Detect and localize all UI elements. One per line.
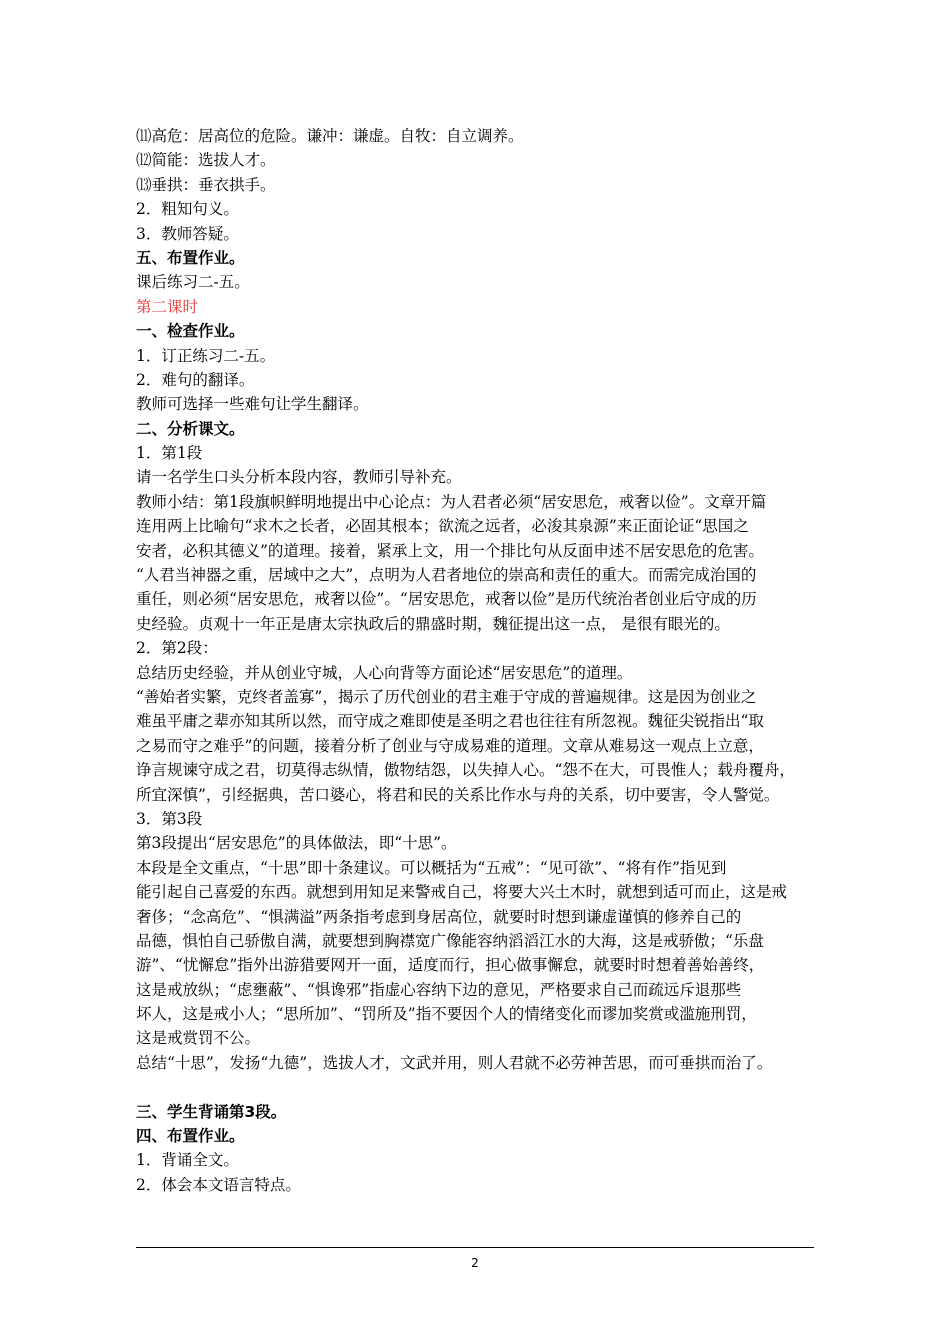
text-line: 请一名学生口头分析本段内容，教师引导补充。 <box>136 468 462 487</box>
text-line: 史经验。贞观十一年正是唐太宗执政后的鼎盛时期，魏征提出这一点， 是很有眼光的。 <box>136 614 730 633</box>
section-heading: 三、学生背诵第3段。 <box>136 1102 287 1121</box>
text-line: 3．第3段 <box>136 809 203 828</box>
text-line: 本段是全文重点，“十思”即十条建议。可以概括为“五戒”：“见可欲”、“将有作”指见到 <box>136 858 727 877</box>
text-line: 游”、“忧懈怠”指外出游猎要网开一面，适度而行，担心做事懈怠，就要时时想着善始善终， <box>136 956 765 975</box>
section-heading: 二、分析课文。 <box>136 419 245 438</box>
text-line: 这是戒放纵；“虑壅蔽”、“惧谗邪”指虚心容纳下边的意见，严格要求自己而疏远斥退那些 <box>136 980 742 999</box>
blank-line <box>136 1075 826 1099</box>
text-line: 2．难句的翻译。 <box>136 370 255 389</box>
text-line: 重任，则必须“居安思危，戒奢以俭”。“居安思危，戒奢以俭”是历代统治者创业后守成的历 <box>136 590 757 609</box>
text-line: 课后练习二-五。 <box>136 273 250 292</box>
section-heading: 四、布置作业。 <box>136 1127 245 1146</box>
text-line: 3．教师答疑。 <box>136 224 239 243</box>
text-line: 所宜深慎”，引经据典，苦口婆心，将君和民的关系比作水与舟的关系，切中要害，令人警觉。 <box>136 785 780 804</box>
text-line: ⑾高危：居高位的危险。谦冲：谦虚。自牧：自立调养。 <box>136 127 524 145</box>
text-line: 教师可选择一些难句让学生翻译。 <box>136 395 369 414</box>
footer-divider <box>136 1247 814 1248</box>
text-line: 总结历史经验，并从创业守城，人心向背等方面论述“居安思危”的道理。 <box>136 663 633 682</box>
text-line: 之易而守之难乎”的问题，接着分析了创业与守成易难的道理。文章从难易这一观点上立意， <box>136 736 764 755</box>
section-heading: 五、布置作业。 <box>136 248 245 267</box>
text-line: 连用两上比喻句“求木之长者，必固其根本；欲流之远者，必浚其泉源”来正面论证“思国之 <box>136 517 749 536</box>
text-line: 难虽平庸之辈亦知其所以然，而守成之难即使是圣明之君也往往有所忽视。魏征尖锐指出“取 <box>136 712 764 731</box>
text-line: 安者，必积其德义”的道理。接着，紧承上文，用一个排比句从反面申述不居安思危的危害。 <box>136 541 764 560</box>
page-number: 2 <box>471 1256 479 1270</box>
text-line: 这是戒赏罚不公。 <box>136 1029 261 1048</box>
text-line: 坏人，这是戒小人；“思所加”、“罚所及”指不要因个人的情绪变化而谬加奖赏或滥施刑罚， <box>136 1005 757 1024</box>
lesson-heading: 第二课时 <box>136 297 199 316</box>
text-line: “善始者实繁，克终者盖寡”，揭示了历代创业的君主难于守成的普遍规律。这是因为创业之 <box>136 687 757 706</box>
text-line: 品德，惧怕自己骄傲自满，就要想到胸襟宽广像能容纳滔滔江水的大海，这是戒骄傲；“乐盘 <box>136 931 764 950</box>
text-line: 第3段提出“居安思危”的具体做法，即“十思”。 <box>136 834 457 853</box>
text-line: “人君当神器之重，居域中之大”，点明为人君者地位的崇高和责任的重大。而需完成治国的 <box>136 566 757 585</box>
text-line: 1．第1段 <box>136 444 203 463</box>
text-line: 教师小结：第1段旗帜鲜明地提出中心论点：为人君者必须“居安思危，戒奢以俭”。文章开篇 <box>136 492 767 511</box>
text-line: 1．订正练习二-五。 <box>136 346 276 365</box>
text-line: 2．粗知句义。 <box>136 200 239 219</box>
document-body <box>136 124 826 1197</box>
text-line: 诤言规谏守成之君，切莫得志纵情，傲物结怨，以失掉人心。“怨不在大，可畏惟人；载舟覆舟， <box>136 761 795 780</box>
text-line: 总结“十思”，发扬“九德”，选拔人才，文武并用，则人君就不必劳神苦思，而可垂拱而治了。 <box>136 1053 773 1072</box>
text-line: 能引起自己喜爱的东西。就想到用知足来警戒自己，将要大兴土木时，就想到适可而止，这是戒 <box>136 883 788 902</box>
text-line: 2．体会本文语言特点。 <box>136 1175 301 1194</box>
text-line: ⒀垂拱：垂衣拱手。 <box>136 175 276 194</box>
text-line: 2．第2段： <box>136 639 218 658</box>
text-line: 1．背诵全文。 <box>136 1151 239 1170</box>
text-line: 奢侈；“念高危”、“惧满溢”两条指考虑到身居高位，就要时时想到谦虚谨慎的修养自己的 <box>136 907 742 926</box>
section-heading: 一、检查作业。 <box>136 322 245 341</box>
text-line: ⑿简能：选拔人才。 <box>136 151 276 170</box>
